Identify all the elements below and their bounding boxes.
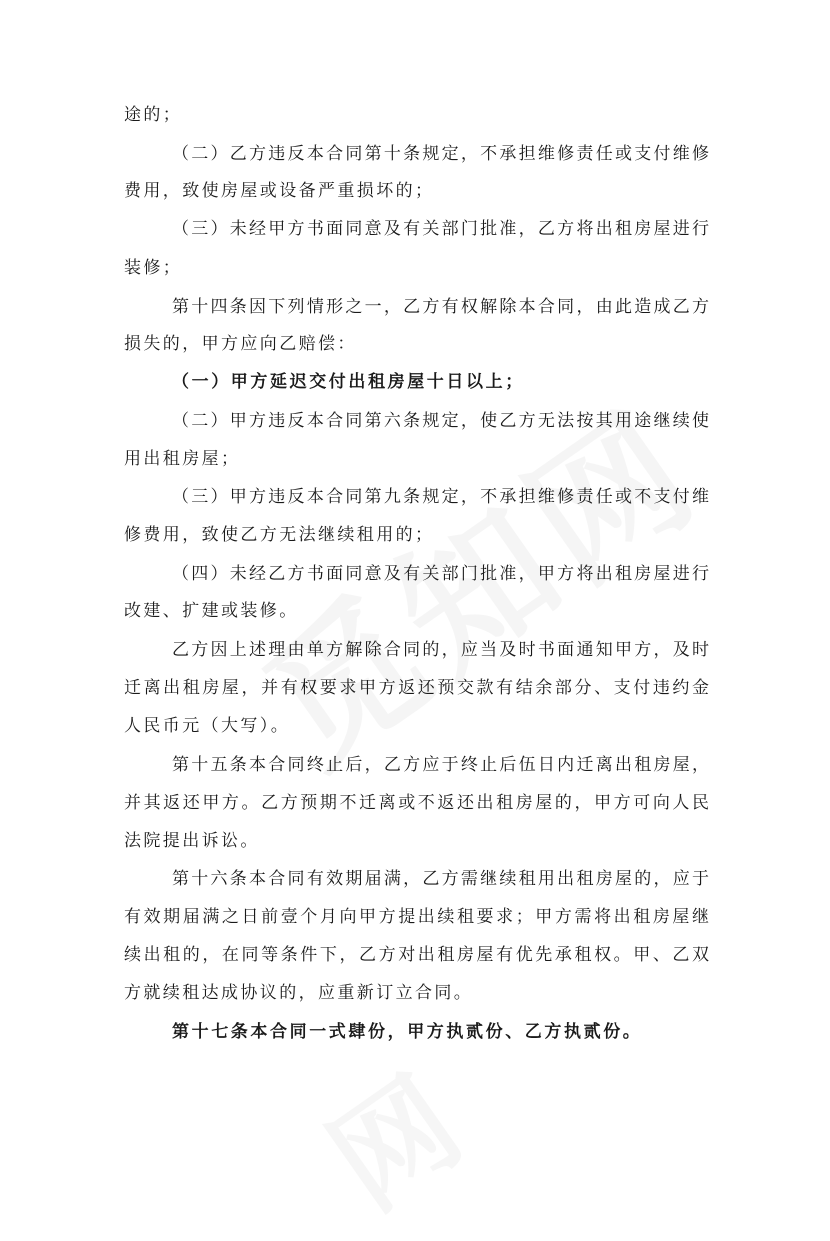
bold-text-line: 第十七条本合同一式肆份，甲方执贰份、乙方执贰份。 <box>172 1022 643 1042</box>
text-line: 改建、扩建或装修。 <box>124 601 299 621</box>
text-line: 迁离出租房屋，并有权要求甲方返还预交款有结余部分、支付违约金 <box>124 678 709 698</box>
text-line: 装修； <box>124 258 183 278</box>
text-line: （二）甲方违反本合同第六条规定，使乙方无法按其用途继续使 <box>172 411 709 431</box>
text-line: 法院提出诉讼。 <box>124 831 260 851</box>
text-line: 第十四条因下列情形之一，乙方有权解除本合同，由此造成乙方 <box>172 297 709 317</box>
text-line: 损失的，甲方应向乙赔偿： <box>124 334 357 354</box>
watermark-secondary <box>292 1031 489 1241</box>
text-line: 方就续租达成协议的，应重新订立合同。 <box>124 983 474 1003</box>
text-line: （二）乙方违反本合同第十条规定，不承担维修责任或支付维修 <box>172 144 709 164</box>
text-line: 有效期届满之日前壹个月向甲方提出续租要求；甲方需将出租房屋继 <box>124 907 709 927</box>
text-line: （三）未经甲方书面同意及有关部门批准，乙方将出租房屋进行 <box>172 219 709 239</box>
text-line: 途的； <box>124 105 183 125</box>
text-line: 第十五条本合同终止后，乙方应于终止后伍日内迁离出租房屋， <box>172 755 709 775</box>
text-line: （四）未经乙方书面同意及有关部门批准，甲方将出租房屋进行 <box>172 564 709 584</box>
text-line: 乙方因上述理由单方解除合同的，应当及时书面通知甲方，及时 <box>172 640 709 660</box>
text-line: 并其返还甲方。乙方预期不迁离或不返还出租房屋的，甲方可向人民 <box>124 793 709 813</box>
text-line: 第十六条本合同有效期届满，乙方需继续租用出租房屋的，应于 <box>172 869 709 889</box>
text-line: 费用，致使房屋或设备严重损坏的； <box>124 181 435 201</box>
text-line: （三）甲方违反本合同第九条规定，不承担维修责任或不支付维 <box>172 487 709 507</box>
text-line: 用出租房屋； <box>124 449 241 469</box>
text-line: 人民币元（大写）。 <box>124 716 291 736</box>
bold-text-line: （一）甲方延迟交付出租房屋十日以上； <box>172 372 525 392</box>
text-line: 续出租的，在同等条件下，乙方对出租房屋有优先承租权。甲、乙双 <box>124 945 709 965</box>
text-line: 修费用，致使乙方无法继续租用的； <box>124 525 435 545</box>
